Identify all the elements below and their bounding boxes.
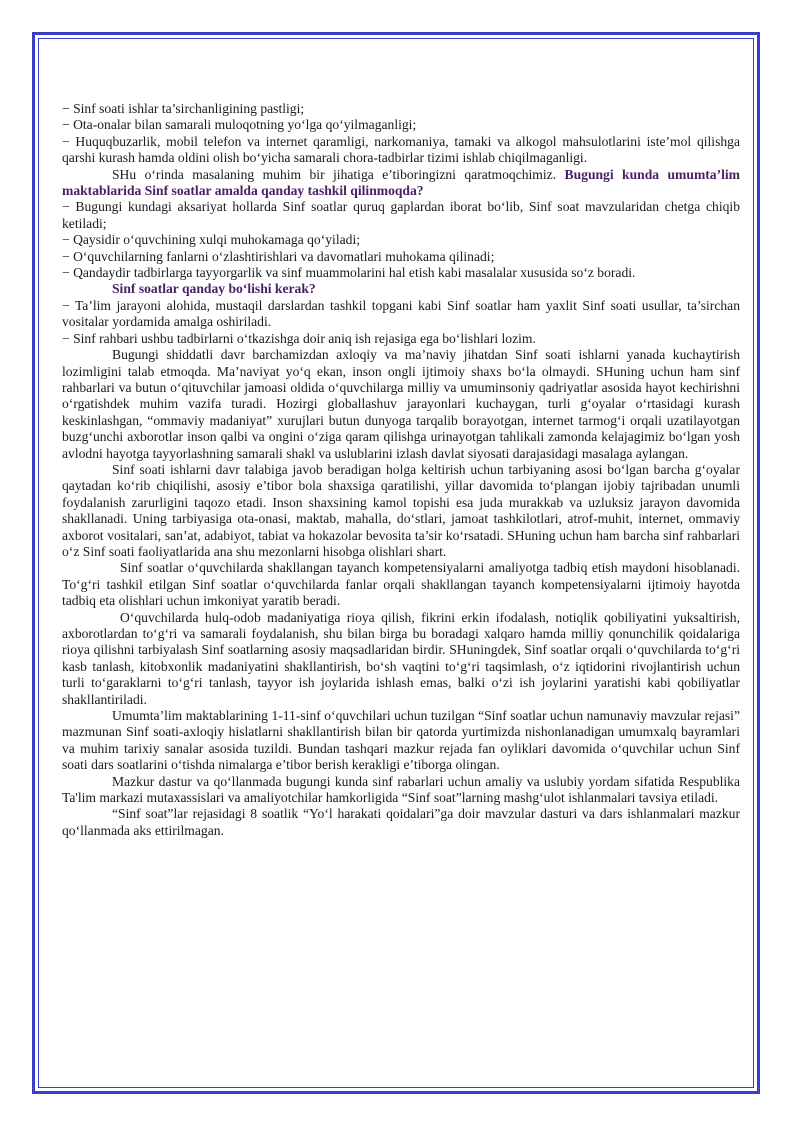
body-paragraph-5: Umumta’lim maktablarining 1-11-sinf o‘quvchilari uchun tuzilgan “Sinf soatlar uchun namunaviy mavzular rejasi” mazmunan Sinf soati-axloqiy hislatlarni shakllantirish bilan bir qatorda yurtimizda nishonlanadigan umumxalq bayramlari va muhim tarixiy sanalar asosida tuzildi. Bundan tashqari mazkur rejada fan oyliklari davomida o‘quvchilar uchun Sinf soati dars soatlarini o‘tishda nimalarga e’tibor berish kerakligi e’tiborga olingan. bbox=[62, 708, 740, 773]
list-item-9: − Sinf rahbari ushbu tadbirlarni o‘tkazishga doir aniq ish rejasiga ega bo‘lishlari lozim. bbox=[62, 330, 536, 346]
body-paragraph-7: “Sinf soat”lar rejasidagi 8 soatlik “Yo‘l harakati qoidalari”ga doir mavzular dasturi va dars ishlanmalari mazkur qo‘llanmada aks ettirilmagan. bbox=[62, 806, 740, 838]
document-body bbox=[62, 101, 740, 839]
body-paragraph-4: O‘quvchilarda hulq-odob madaniyatiga rioya qilish, fikrini erkin ifodalash, notiqlik qobiliyatini yuksaltirish, axborotlardan to‘g‘ri va samarali foydalanish, shu bilan birga bu boradagi xalqaro hamda milliy qonunchilik qoidalariga rioya qilishni tarbiyalash Sinf soatlarning asosiy maqsadlaridan birdir. SHuningdek, Sinf soatlar orqali o‘quvchilarda to‘g‘ri kasb tanlash, kitobxonlik madaniyatini shakllantirish, bo‘sh vaqtini to‘g‘ri taqsimlash, o‘z iqtidorini rivojlantirish uchun turli to‘garaklarni to‘g‘ri tanlash, tayyor ish joylarida ishlash emas, balki o‘zi ish joylarini yaratishi kabi qobiliyatlar shakllantiriladi. bbox=[62, 609, 740, 707]
list-item-3: − Huquqbuzarlik, mobil telefon va internet qaramligi, narkomaniya, tamaki va alkogol mahsulotlarini iste’mol qilishga qarshi kurash hamda oldini olish bo‘yicha samarali chora-tadbirlar tizimi ishlab chiqilmaganligi. bbox=[62, 133, 740, 166]
body-paragraph-1: Bugungi shiddatli davr barchamizdan axloqiy va ma’naviy jihatdan Sinf soati ishlarni yanada kuchaytirish lozimligini talab etmoqda. Ma’naviyat yo‘q ekan, inson ongli ijtimoiy shaxs bo‘la olmaydi. SHuning uchun ham sinf rahbarlari va butun o‘qituvchilar jamoasi oldida o‘quvchilarga milliy va umuminsoniy qadriyatlar asosida hayot kechirishni o‘rgatishdek muhim vazifa turadi. Hozirgi globallashuv jarayonlari kuchaygan, turli g‘oyalar o‘rtasidagi kurash keskinlashgan, “ommaviy madaniyat” xurujlari butun dunyoga tarqalib borayotgan, internet tarmog‘i orqali uzatilayotgan buzg‘unchi axborotlar inson qalbi va ongini o‘ziga qaram qilishga urinayotgan tahlikali zamonda kelajagimiz bo‘lgan yosh avlodni hayotga tayyorlashning samarali shakl va uslublarini izlash davlat siyosati darajasidagi masalaga aylangan. bbox=[62, 347, 740, 461]
list-item-8: − Ta’lim jarayoni alohida, mustaqil darslardan tashkil topgani kabi Sinf soatlar ham yaxlit Sinf soati usullar, ta’sirchan vositalar yordamida amalga oshiriladi. bbox=[62, 297, 740, 330]
section-heading: Sinf soatlar qanday bo‘lishi kerak? bbox=[112, 281, 316, 297]
question-paragraph bbox=[62, 167, 740, 200]
list-item-7: − Qandaydir tadbirlarga tayyorgarlik va sinf muammolarini hal etish kabi masalalar xususida so‘z boradi. bbox=[62, 265, 636, 281]
list-item-4: − Bugungi kundagi aksariyat hollarda Sinf soatlar quruq gaplardan iborat bo‘lib, Sinf soat mavzularidan chetga chiqib ketiladi; bbox=[62, 199, 740, 231]
list-item-2: − Ota-onalar bilan samarali muloqotning yo‘lga qo‘yilmaganligi; bbox=[62, 117, 417, 133]
body-paragraph-3: Sinf soatlar o‘quvchilarda shakllangan tayanch kompetensiyalarni amaliyotga tadbiq etish maydoni hisoblanadi. To‘g‘ri tashkil etilgan Sinf soatlar o‘quvchilarda fanlar orqali shakllangan tayanch kompetensiyalarni ijtimoiy hayotda tadbiq eta olishlari uchun imkoniyat yaratib beradi. bbox=[62, 560, 740, 609]
question-heading: Bugungi kunda umumta’lim maktablarida Sinf soatlar amalda qanday tashkil qilinmoqda? bbox=[62, 166, 740, 199]
question-intro: SHu o‘rinda masalaning muhim bir jihatiga e’tiboringizni qaratmoqchimiz. bbox=[112, 166, 565, 182]
list-item-1: − Sinf soati ishlar ta’sirchanligining pastligi; bbox=[62, 101, 305, 116]
list-item-6: − O‘quvchilarning fanlarni o‘zlashtirishlari va davomatlari muhokama qilinadi; bbox=[62, 248, 495, 264]
list-item-5: − Qaysidir o‘quvchining xulqi muhokamaga qo‘yiladi; bbox=[62, 232, 360, 248]
body-paragraph-6: Mazkur dastur va qo‘llanmada bugungi kunda sinf rabarlari uchun amaliy va uslubiy yordam sifatida Respublika Ta'lim markazi mutaxassislari va amaliyotchilar hamkorligida “Sinf soat”larning mashg‘ulot ishlanmalari tavsiya etiladi. bbox=[62, 773, 740, 806]
body-paragraph-2: Sinf soati ishlarni davr talabiga javob beradigan holga keltirish uchun tarbiyaning asosi bo‘lgan barcha g‘oyalar qaytadan ko‘rib chiqilishi, asosiy e’tibor bola shaxsiga qaratilishi, yillar davomida to‘plangan ijobiy tajribadan unumli foydalanish zarurligini taqozo etadi. Inson shaxsining kamol topishi esa juda murakkab va uzluksiz jarayon davomida shakllanadi. Uning tarbiyasiga ota-onasi, maktab, mahalla, do‘stlari, jamoat tashkilotlari, atrof-muhit, internet, ommaviy axborot vositalari, san’at, adabiyot, tabiat va hokazolar bevosita ta’sir ko‘rsatadi. SHuning uchun ham barcha sinf rahbarlari o‘z Sinf soati faoliyatlarida ana shu mezonlarni hisobga olishlari shart. bbox=[62, 461, 740, 559]
